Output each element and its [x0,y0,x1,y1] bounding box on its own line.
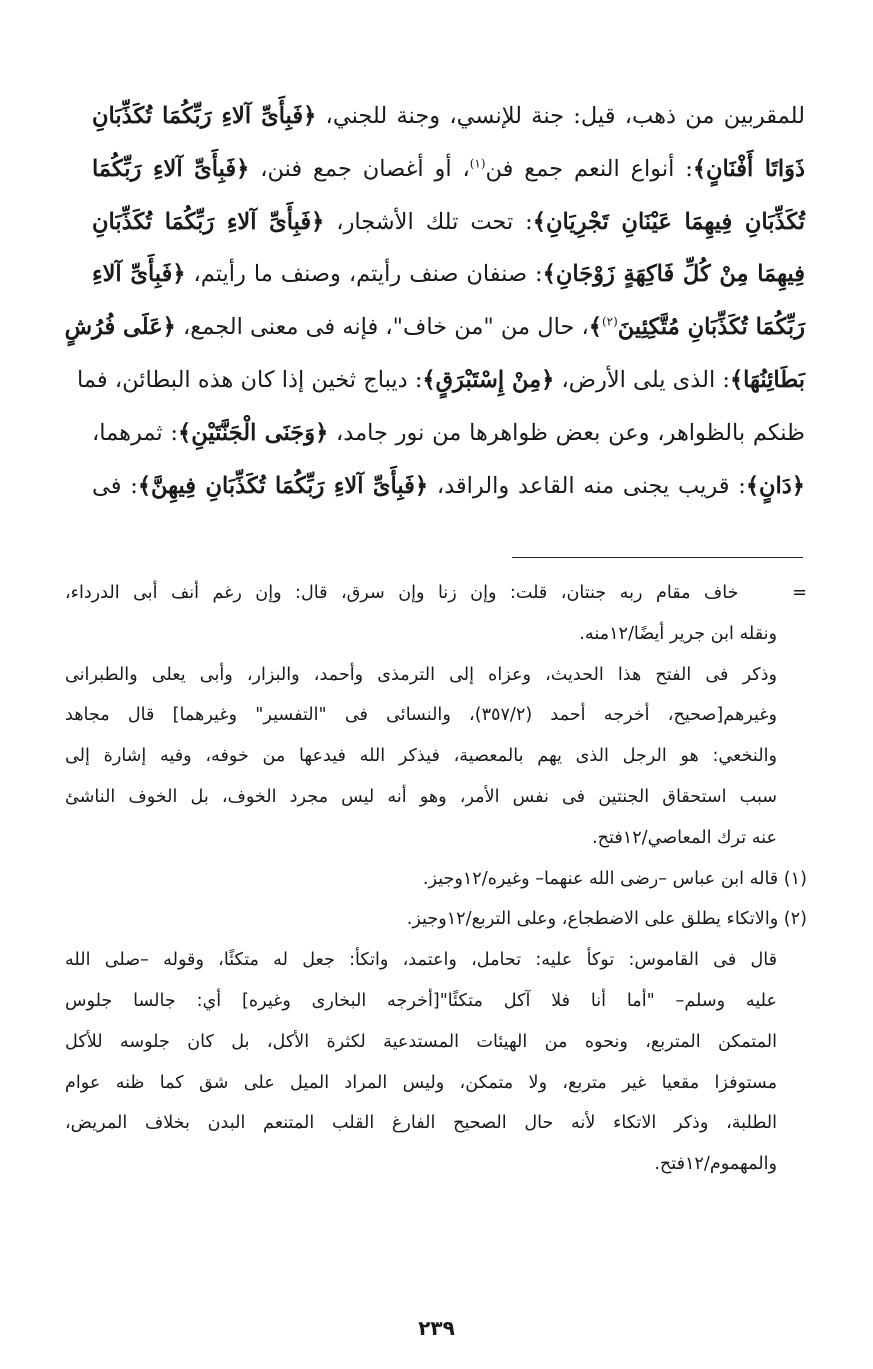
text-line-3 [92,196,805,249]
text-run: : ثمرهما، [92,419,179,446]
text-run: ، حال من "من خاف"، فإنه فى معنى الجمع، [175,314,589,341]
quran-verse: ﴿فَبِأَىِّ آلاءِ رَبِّكُمَا تُكَذِّبَانِ [92,208,325,235]
text-run: : صنفان صنف رأيتم، وصنف ما رأيتم، [185,261,543,288]
text-line-4 [92,248,805,301]
footnote-text: والنخعي: هو الرجل الذى يهم بالمعصية، فيذكر الله فيدعها من خوفه، وفيه إشارة إلى [65,746,777,767]
quran-verse: ﴿فَبِأَىِّ آلاءِ [92,261,186,288]
text-run: : فى [92,472,138,499]
footnote-text: عليه وسلم– "أما أنا فلا آكل متكئًا"[أخرجه البخارى وغيره] أي: جالسا جلوس [65,990,777,1011]
continuation-marker: = [792,583,808,603]
text-run: : ديباج ثخين إذا كان هذه البطائن، فما [77,366,423,393]
footnote-1: (١) قاله ابن عباس –رضى الله عنهما– وغيره/١٢وجيز. [422,868,807,889]
quran-verse: ﴿عَلَى فُرُشٍ [64,314,176,341]
quran-verse: ﴿فَبِأَىِّ آلاءِ رَبِّكُمَا [92,155,250,182]
text-run: : أنواع النعم جمع فن [485,155,693,182]
text-line-2 [92,143,805,196]
footnote-ref-2[interactable]: (٢) [601,314,618,329]
quran-verse: ﴿فَبِأَىِّ آلاءِ رَبِّكُمَا تُكَذِّبَانِ فِيهِنَّ﴾ [137,472,429,499]
footnote-2: (٢) والاتكاء يطلق على الاضطجاع، وعلى التربع/١٢وجيز. [406,909,807,930]
main-text [64,90,806,512]
footnote-text: الطلبة، وذكر الاتكاء لأنه حال الصحيح الفارغ القلب المتنعم البدن بخلاف المريض، [65,1113,777,1134]
footnote-text: وغيرهم[صحيح، أخرجه أحمد (٣٥٧/٢)، والنسائى فى "التفسير" وغيرهما] قال مجاهد [65,705,777,726]
quran-verse: تُكَذِّبَانِ فِيهِمَا عَيْنَانِ تَجْرِيَانِ﴾ [532,208,806,235]
text-run: : تحت تلك الأشجار، [324,208,533,235]
footnote-text: سبب استحقاق الجنتين فى نفس الأمر، وهو أنه ليس مجرد الخوف، بل الخوف الناشئ [65,786,777,807]
quran-verse: ﴿دَانٍ﴾ [745,472,805,499]
text-line-8 [92,460,805,513]
footnote-divider [512,557,803,558]
text-run: : قريب يجنى منه القاعد والراقد، [428,472,746,499]
quran-verse: ﴿مِنْ إِسْتَبْرَقٍ﴾ [422,366,555,393]
quran-verse: فِيهِمَا مِنْ كُلِّ فَاكِهَةٍ زَوْجَانِ﴾ [542,261,805,288]
footnote-text: عنه ترك المعاصي/١٢فتح. [592,827,777,848]
footnote-text: وذكر فى الفتح هذا الحديث، وعزاه إلى الترمذى وأحمد، والبزار، وأبى يعلى والطبرانى [65,664,777,685]
footnote-continued-line [65,573,807,614]
footnote-text: والمهموم/١٢فتح. [654,1154,777,1175]
quran-verse: بَطَائِنُهَا﴾ [729,366,805,393]
footnote-text: خاف مقام ربه جنتان، قلت: وإن زنا وإن سرق، قال: وإن رغم أنف أبى الدرداء، [65,583,739,603]
footnote-text: المتمكن المتربع، ونحوه من الهيئات المستدعية لكثرة الأكل، بل كان جلوسه للأكل [65,1031,777,1052]
footnote-text: ونقله ابن جرير أيضًا/١٢منه. [579,623,777,644]
text-line-7 [92,407,805,460]
text-run: ظنكم بالظواهر، وعن بعض ظواهرها من نور جامد، [328,419,805,446]
text-run: : الذى يلى الأرض، [554,366,730,393]
quran-verse: ذَوَاتَا أَفْنَانٍ﴾ [692,155,805,182]
footnote-text: مستوفزا مقعيا غير متربع، ولا متمكن، وليس المراد الميل على شق كما ظنه عوام [65,1072,777,1093]
page-number: ٢٣٩ [418,1316,455,1340]
quran-bracket: ﴾ [588,314,602,341]
text-line-1 [92,90,805,143]
footnote-text: قال فى القاموس: توكأ عليه: تحامل، واعتمد، واتكأ: جعل له متكئًا، وقوله –صلى الله [65,950,777,971]
quran-verse: رَبِّكُمَا تُكَذِّبَانِ مُتَّكِئِينَ [617,314,805,341]
text-run: ، أو أغصان جمع فنن، [249,155,470,182]
quran-verse: ﴿فَبِأَىِّ آلاءِ رَبِّكُمَا تُكَذِّبَانِ [92,103,317,129]
footnotes [65,573,807,1185]
text-line-6 [77,354,805,407]
text-line-5 [64,301,805,354]
footnote-ref-1[interactable]: (١) [469,156,486,171]
text-run: للمقربين من ذهب، قيل: جنة للإنسي، وجنة للجني، [316,103,805,129]
quran-verse: ﴿وَجَنَى الْجَنَّتَيْنِ﴾ [178,419,329,446]
